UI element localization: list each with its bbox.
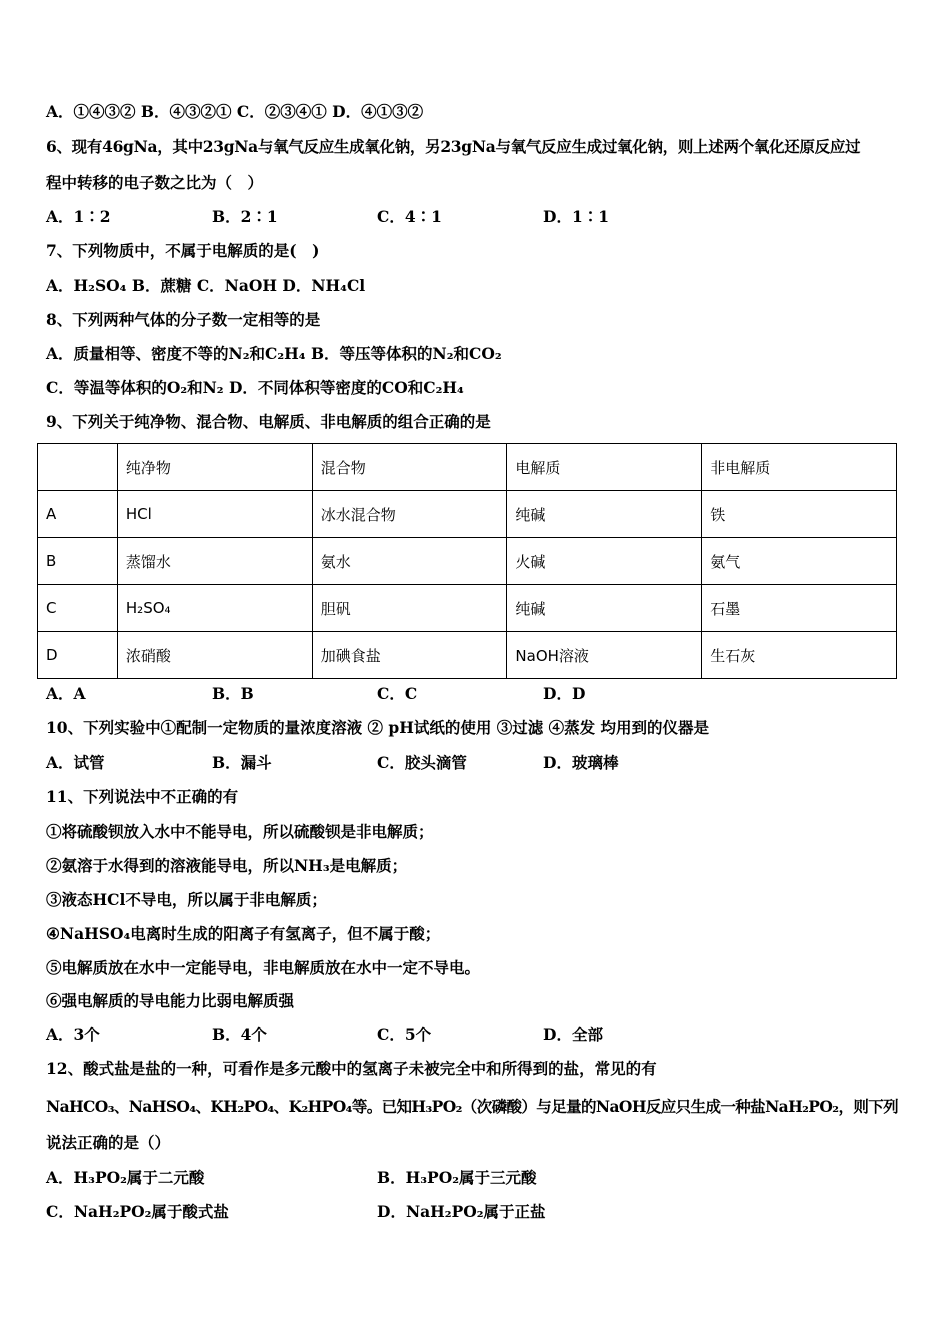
table-cell: 氨水 [312,538,507,585]
table-row [38,585,897,632]
q5-options: A．①④③② B．④③②① C．②③④① D．④①③② [46,102,424,121]
table-header-cell: 混合物 [312,444,507,491]
q11-option-b: B．4个 [212,1025,267,1044]
table-header-cell: 电解质 [507,444,702,491]
q11-statement: ②氨溶于水得到的溶液能导电，所以NH₃是电解质； [46,856,408,875]
q10-option-a: A．试管 [46,753,105,772]
table-cell: A [38,491,118,538]
table-cell: D [38,632,118,679]
q11-statement: ④NaHSO₄电离时生成的阳离子有氢离子，但不属于酸； [46,924,441,943]
q6-option-c: C．4∶1 [377,207,442,226]
table-header-cell: 纯净物 [117,444,312,491]
q9-option-c: C．C [377,684,418,703]
q12-option-d: D．NaH₂PO₂属于正盐 [377,1202,546,1221]
q6-option-a: A．1∶2 [46,207,111,226]
q6-option-d: D．1∶1 [543,207,610,226]
q11-statement: ①将硫酸钡放入水中不能导电，所以硫酸钡是非电解质； [46,822,434,841]
table-cell: 加碘食盐 [312,632,507,679]
q10-option-c: C．胶头滴管 [377,753,467,772]
table-cell: H₂SO₄ [117,585,312,632]
table-row [38,632,897,679]
table-cell: NaOH溶液 [507,632,702,679]
q11-option-d: D．全部 [543,1025,603,1044]
q12-stem-line2: NaHCO₃、NaHSO₄、KH₂PO₄、K₂HPO₄等。已知H₃PO₂（次磷酸）与足量的NaOH反应只生成一种盐NaH₂PO₂，则下列 [46,1097,899,1116]
table-cell: 蒸馏水 [117,538,312,585]
q12-option-a: A．H₃PO₂属于二元酸 [46,1168,205,1187]
q6-option-b: B．2∶1 [212,207,278,226]
q8-options-line2: C．等温等体积的O₂和N₂ D．不同体积等密度的CO和C₂H₄ [46,378,464,397]
q10-stem: 10、下列实验中①配制一定物质的量浓度溶液 ② pH试纸的使用 ③过滤 ④蒸发 均用到的仪器是 [46,718,710,737]
table-cell: 铁 [702,491,897,538]
q9-table [37,443,897,679]
table-cell: 石墨 [702,585,897,632]
q8-stem: 8、下列两种气体的分子数一定相等的是 [46,310,321,329]
q9-stem: 9、下列关于纯净物、混合物、电解质、非电解质的组合正确的是 [46,412,491,431]
table-row [38,491,897,538]
table-cell: 火碱 [507,538,702,585]
q9-option-b: B．B [212,684,254,703]
q12-option-b: B．H₃PO₂属于三元酸 [377,1168,537,1187]
q7-stem: 7、下列物质中，不属于电解质的是( ) [46,241,320,260]
table-cell: 纯碱 [507,585,702,632]
table-cell: 冰水混合物 [312,491,507,538]
q12-stem-line1: 12、酸式盐是盐的一种，可看作是多元酸中的氢离子未被完全中和所得到的盐，常见的有 [46,1059,657,1078]
table-cell: 浓硝酸 [117,632,312,679]
q9-option-d: D．D [543,684,586,703]
q12-option-c: C．NaH₂PO₂属于酸式盐 [46,1202,229,1221]
q9-option-a: A．A [46,684,86,703]
q11-option-c: C．5个 [377,1025,432,1044]
q10-option-b: B．漏斗 [212,753,272,772]
q6-stem-line2: 程中转移的电子数之比为（ ） [46,173,264,192]
table-header-cell: 非电解质 [702,444,897,491]
table-header-row [38,444,897,491]
q11-statement: ③液态HCl不导电，所以属于非电解质； [46,890,327,909]
q6-stem-line1: 6、现有46gNa，其中23gNa与氧气反应生成氧化钠，另23gNa与氧气反应生成过氧化钠，则上述两个氧化还原反应过 [46,137,861,156]
table-cell: 生石灰 [702,632,897,679]
q11-stem: 11、下列说法中不正确的有 [46,787,239,806]
q11-statement: ⑤电解质放在水中一定能导电，非电解质放在水中一定不导电。 [46,958,481,977]
table-header-cell [38,444,118,491]
table-cell: 胆矾 [312,585,507,632]
table-cell: 纯碱 [507,491,702,538]
q12-stem-line3: 说法正确的是（） [46,1133,171,1152]
q11-option-a: A．3个 [46,1025,100,1044]
q10-option-d: D．玻璃棒 [543,753,619,772]
table-cell: C [38,585,118,632]
q11-statement: ⑥强电解质的导电能力比弱电解质强 [46,991,295,1010]
table-cell: 氨气 [702,538,897,585]
table-cell: HCl [117,491,312,538]
q7-options: A．H₂SO₄ B．蔗糖 C．NaOH D．NH₄Cl [46,276,366,295]
table-row [38,538,897,585]
q8-options-line1: A．质量相等、密度不等的N₂和C₂H₄ B．等压等体积的N₂和CO₂ [46,344,502,363]
table-cell: B [38,538,118,585]
